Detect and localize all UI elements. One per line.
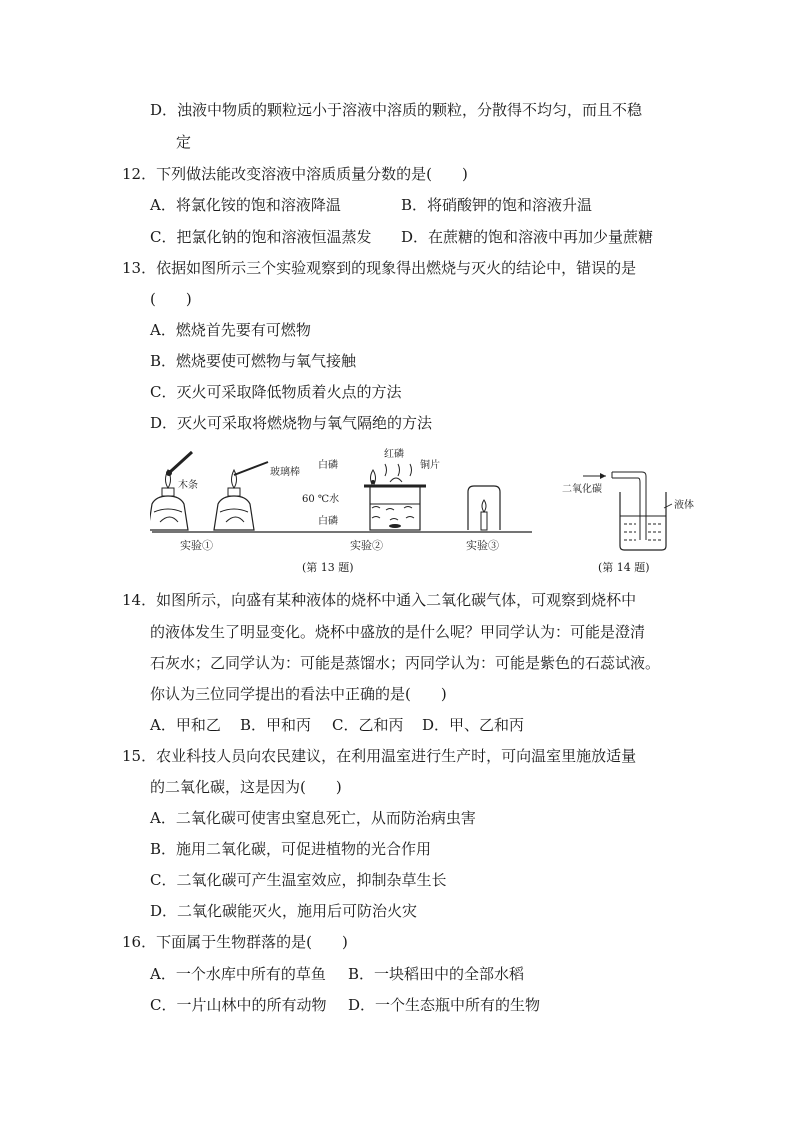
caption-question-14: (第 14 题) [598,561,650,574]
q15-option-a: A．二氧化碳可使害虫窒息死亡，从而防治病虫害 [150,809,476,827]
q12-option-d: D．在蔗糖的饱和溶液中再加少量蔗糖 [401,228,654,246]
beaker-with-copper-sheet [364,464,426,530]
label-white-phosphorus-top: 白磷 [318,460,338,471]
covered-candle [468,486,500,530]
q14-stem-line1: 14．如图所示，向盛有某种液体的烧杯中通入二氧化碳气体，可观察到烧杯中 [122,591,637,609]
q12-option-c: C．把氯化钠的饱和溶液恒温蒸发 [150,228,372,246]
q14-option-c: C．乙和丙 [332,716,404,734]
q16-stem: 16．下面属于生物群落的是( ) [122,933,348,951]
q16-option-a: A．一个水库中所有的草鱼 [150,965,326,983]
q12-option-b: B．将硝酸钾的饱和溶液升温 [401,196,593,214]
alcohol-lamp-with-stick [150,452,192,530]
q14-option-b: B．甲和丙 [240,716,312,734]
q13-option-a: A．燃烧首先要有可燃物 [150,321,311,339]
q16-option-c: C．一片山林中的所有动物 [150,996,327,1014]
label-liquid: 液体 [674,500,694,511]
q14-option-d: D．甲、乙和丙 [422,716,525,734]
label-experiment-2: 实验② [350,539,383,552]
label-water: 60 ℃水 [302,494,340,505]
label-glass-rod: 玻璃棒 [270,467,300,478]
q13-option-c: C．灭火可采取降低物质着火点的方法 [150,383,402,401]
alcohol-lamp-with-glass-rod [214,462,268,530]
label-co2: 二氧化碳 [562,484,602,495]
q14-stem-line4: 你认为三位同学提出的看法中正确的是( ) [150,685,447,703]
q15-option-d: D．二氧化碳能灭火，施用后可防治火灾 [150,902,418,920]
q16-option-d: D．一个生态瓶中所有的生物 [348,996,541,1014]
q13-option-d: D．灭火可采取将燃烧物与氧气隔绝的方法 [150,414,433,432]
label-red-phosphorus: 红磷 [384,449,404,460]
label-stick: 木条 [178,480,198,491]
q15-option-b: B．施用二氧化碳，可促进植物的光合作用 [150,840,432,858]
q14-stem-line3: 石灰水；乙同学认为：可能是蒸馏水；丙同学认为：可能是紫色的石蕊试液。 [150,654,661,672]
q13-stem-line2: ( ) [150,290,192,308]
experiment-figure [150,446,696,580]
q11-option-d-line2: 定 [176,133,192,151]
label-copper-sheet: 铜片 [420,460,440,471]
q14-option-a: A．甲和乙 [150,716,221,734]
label-white-phosphorus-bottom: 白磷 [318,516,338,527]
q11-option-d-line1: D．浊液中物质的颗粒远小于溶液中溶质的颗粒，分散得不均匀，而且不稳 [150,101,643,119]
label-experiment-1: 实验① [180,539,213,552]
q14-stem-line2: 的液体发生了明显变化。烧杯中盛放的是什么呢？甲同学认为：可能是澄清 [150,623,646,641]
label-experiment-3: 实验③ [466,539,499,552]
q13-option-b: B．燃烧要使可燃物与氧气接触 [150,352,357,370]
caption-question-13: (第 13 题) [302,561,354,574]
q13-stem-line1: 13．依据如图所示三个实验观察到的现象得出燃烧与灭火的结论中，错误的是 [122,259,637,277]
q12-stem: 12．下列做法能改变溶液中溶质质量分数的是( ) [122,165,468,183]
q15-stem-line2: 的二氧化碳，这是因为( ) [150,778,342,796]
q16-option-b: B．一块稻田中的全部水稻 [348,965,525,983]
q12-option-a: A．将氯化铵的饱和溶液降温 [150,196,341,214]
q15-option-c: C．二氧化碳可产生温室效应，抑制杂草生长 [150,871,447,889]
q15-stem-line1: 15．农业科技人员向农民建议，在利用温室进行生产时，可向温室里施放适量 [122,747,637,765]
